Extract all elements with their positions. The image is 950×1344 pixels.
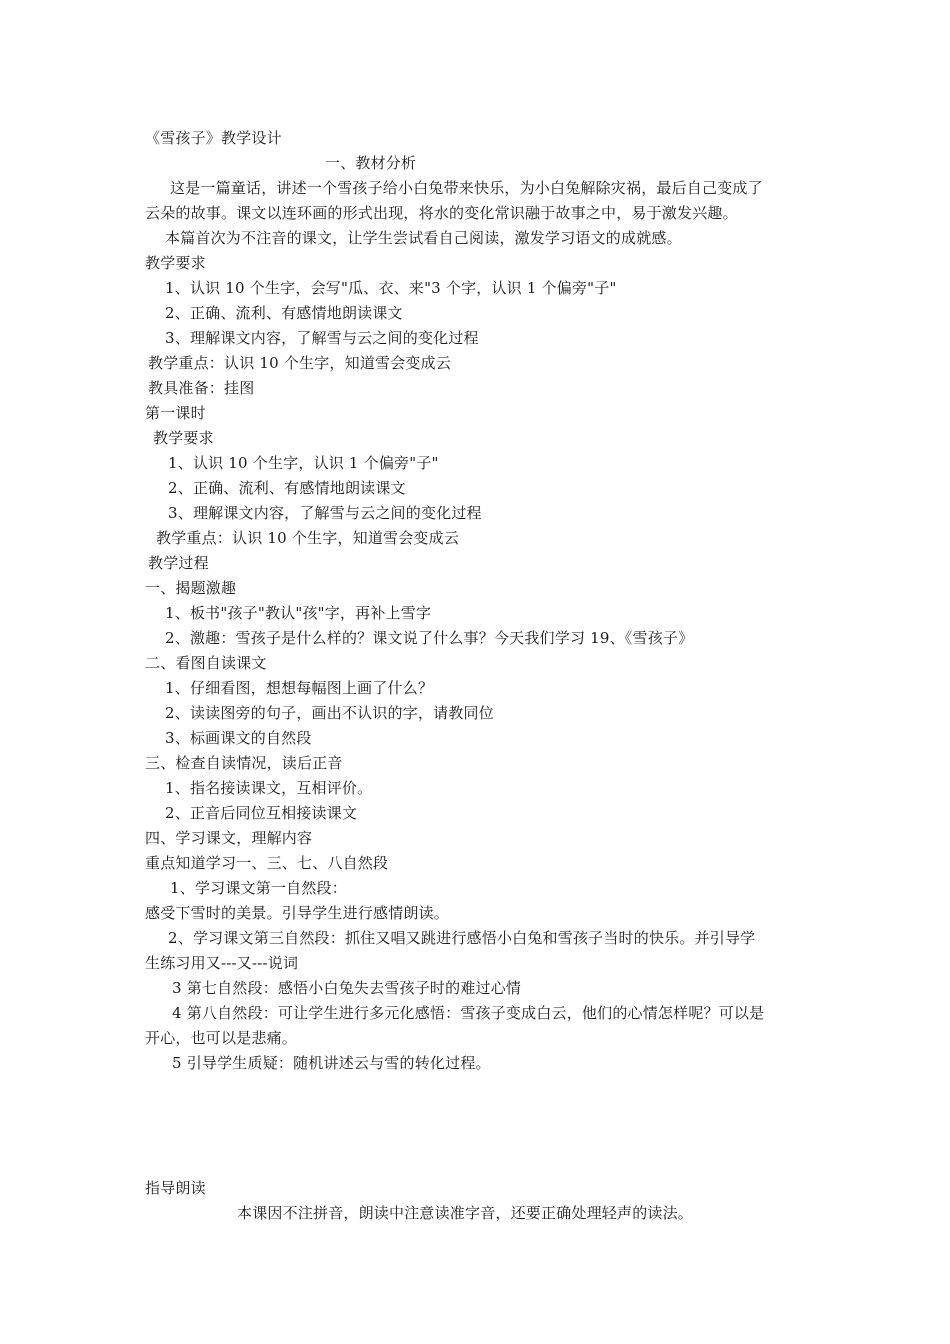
- list-item: 2、正确、流利、有感情地朗读课文: [165, 304, 403, 322]
- teaching-tools: 教具准备：挂图: [148, 379, 255, 397]
- list-item: 2、正确、流利、有感情地朗读课文: [168, 479, 406, 497]
- list-item: 1、认识 10 个生字，会写"瓜、衣、来"3 个字，认识 1 个偏旁"子": [165, 279, 617, 297]
- paragraph-line: 感受下雪时的美景。引导学生进行感情朗读。: [145, 904, 450, 922]
- section-heading-materials: 一、教材分析: [325, 154, 417, 172]
- list-item: 1、认识 10 个生字，认识 1 个偏旁"子": [168, 454, 439, 472]
- subheading-process: 教学过程: [148, 554, 209, 572]
- teaching-focus: 教学重点：认识 10 个生字，知道雪会变成云: [156, 529, 460, 547]
- list-item: 3、理解课文内容，了解雪与云之间的变化过程: [168, 504, 482, 522]
- section-heading-lesson1: 第一课时: [145, 404, 206, 422]
- paragraph-line: 2、学习课文第三自然段：抓住又唱又跳进行感悟小白兔和雪孩子当时的快乐。并引导学: [168, 929, 756, 947]
- paragraph-line: 云朵的故事。课文以连环画的形式出现，将水的变化常识融于故事之中，易于激发兴趣。: [145, 204, 738, 222]
- document-title: 《雪孩子》教学设计: [145, 129, 282, 147]
- list-item: 2、正音后同位互相接读课文: [165, 804, 358, 822]
- list-item: 3 第七自然段：感悟小白兔失去雪孩子时的难过心情: [172, 979, 522, 997]
- list-item: 3、理解课文内容，了解雪与云之间的变化过程: [165, 329, 479, 347]
- list-item: 1、板书"孩子"教认"孩"字，再补上雪字: [165, 604, 432, 622]
- subheading-requirements: 教学要求: [153, 429, 214, 447]
- section-heading-requirements: 教学要求: [145, 254, 206, 272]
- list-item: 2、读读图旁的句子，画出不认识的字，请教同位: [165, 704, 494, 722]
- list-item: 1、指名接读课文，互相评价。: [165, 779, 373, 797]
- teaching-focus: 教学重点：认识 10 个生字，知道雪会变成云: [148, 354, 452, 372]
- paragraph-line: 开心，也可以是悲痛。: [145, 1029, 298, 1047]
- step-heading: 三、检查自读情况，读后正音: [145, 754, 343, 772]
- paragraph-line: 本课因不注拼音，朗读中注意读准字音，还要正确处理轻声的读法。: [237, 1204, 694, 1222]
- paragraph-line: 这是一篇童话，讲述一个雪孩子给小白兔带来快乐，为小白兔解除灾祸，最后自己变成了: [170, 179, 763, 197]
- list-item: 5 引导学生质疑：随机讲述云与雪的转化过程。: [172, 1054, 491, 1072]
- paragraph-line: 生练习用又---又---说词: [145, 954, 299, 972]
- list-item: 2、激趣：雪孩子是什么样的？课文说了什么事？今天我们学习 19、《雪孩子》: [165, 629, 694, 647]
- paragraph-line: 本篇首次为不注音的课文，让学生尝试看自己阅读，激发学习语文的成就感。: [165, 229, 682, 247]
- step-subheading: 重点知道学习一、三、七、八自然段: [145, 854, 389, 872]
- step-heading: 二、看图自读课文: [145, 654, 267, 672]
- step-heading: 四、学习课文，理解内容: [145, 829, 313, 847]
- list-item: 3、标画课文的自然段: [165, 729, 312, 747]
- paragraph-line: 4 第八自然段：可让学生进行多元化感悟：雪孩子变成白云，他们的心情怎样呢？可以是: [172, 1004, 765, 1022]
- list-item: 1、仔细看图，想想每幅图上画了什么？: [165, 679, 434, 697]
- list-item: 1、学习课文第一自然段：: [170, 879, 347, 897]
- step-heading: 一、揭题激趣: [145, 579, 237, 597]
- section-heading-guidance: 指导朗读: [145, 1179, 206, 1197]
